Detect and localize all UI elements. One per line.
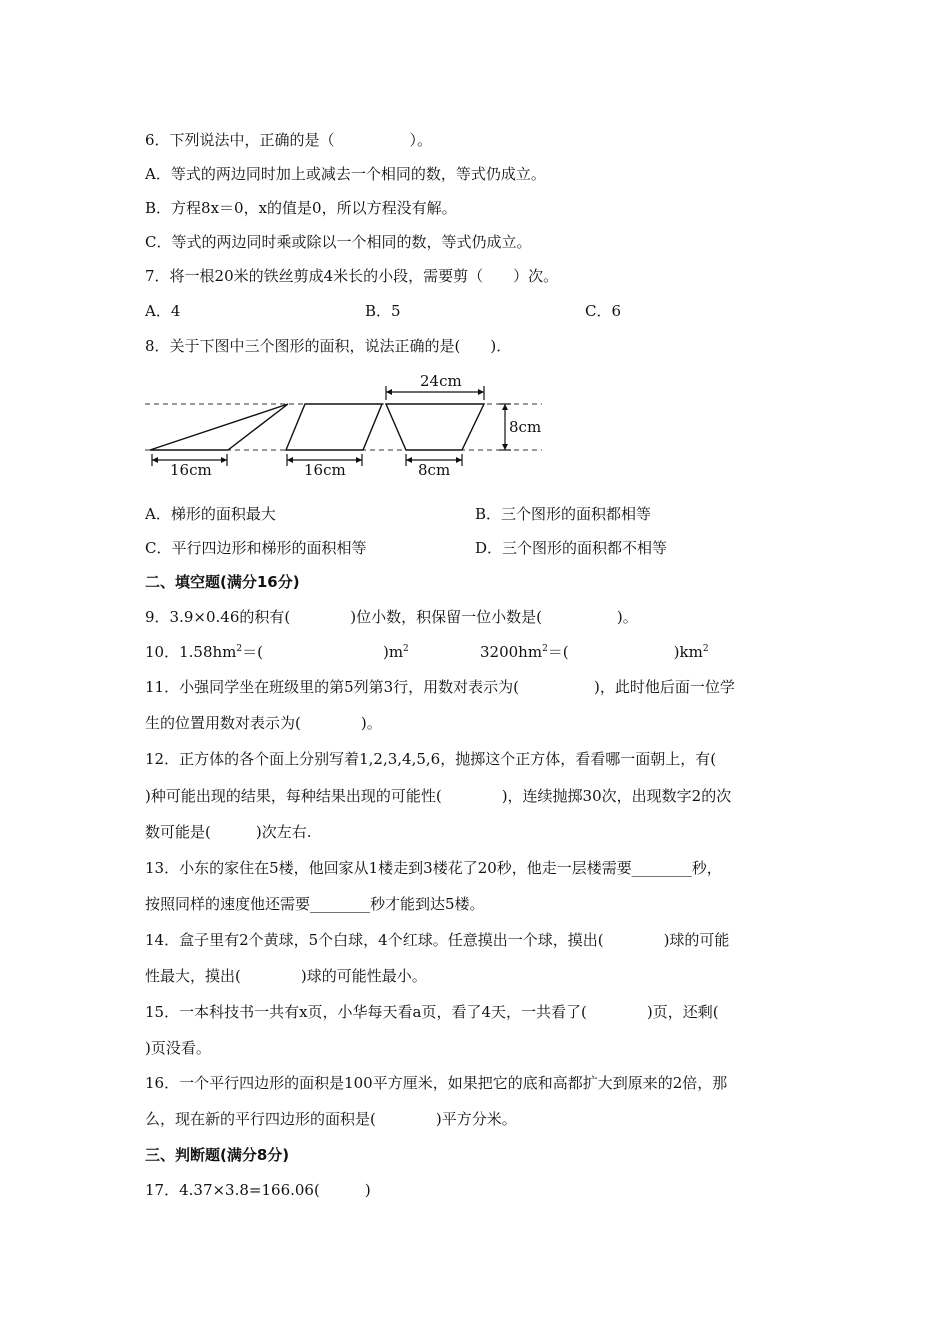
q7-option-a: A．4 [145,302,181,320]
q8-stem: 8．关于下图中三个图形的面积，说法正确的是( )． [145,337,512,355]
q14-line2: 性最大，摸出( )球的可能性最小。 [145,967,427,985]
section-2-heading: 二、填空题(满分16分) [145,573,300,591]
q16-line1: 16．一个平行四边形的面积是100平方厘米，如果把它的底和高都扩大到原来的2倍，那 [145,1074,728,1092]
q17: 17．4.37×3.8=166.06( ) [145,1181,371,1199]
q6-stem: 6．下列说法中，正确的是（ ）。 [145,131,433,149]
q8-option-d: D．三个图形的面积都不相等 [475,539,668,557]
q12-line2: )种可能出现的结果，每种结果出现的可能性( )，连续抛掷30次，出现数字2的次 [145,787,732,805]
section-3-heading: 三、判断题(满分8分) [145,1146,290,1164]
q16-line2: 么，现在新的平行四边形的面积是( )平方分米。 [145,1110,517,1128]
q6-option-c: C．等式的两边同时乘或除以一个相同的数，等式仍成立。 [145,233,532,251]
q8-option-a: A．梯形的面积最大 [145,505,276,523]
q6-option-b: B．方程8x＝0，x的值是0，所以方程没有解。 [145,199,457,217]
triangle-shape [150,404,288,450]
q7-stem: 7．将一根20米的铁丝剪成4米长的小段，需要剪（ ）次。 [145,267,559,285]
q7-option-c: C．6 [585,302,622,320]
trapezoid-top-label: 24cm [420,372,462,390]
q15-line1: 15．一本科技书一共有x页，小华每天看a页，看了4天，一共看了( )页，还剩( [145,1003,719,1021]
triangle-base-label: 16cm [170,461,212,479]
q9: 9．3.9×0.46的积有( )位小数，积保留一位小数是( )。 [145,608,638,626]
q7-option-b: B．5 [365,302,401,320]
q11-line1: 11．小强同学坐在班级里的第5列第3行，用数对表示为( )，此时他后面一位学 [145,678,735,696]
q14-line1: 14．盒子里有2个黄球，5个白球，4个红球。任意摸出一个球，摸出( )球的可能 [145,931,730,949]
q8-figure [140,370,560,485]
q12-line1: 12．正方体的各个面上分别写着1,2,3,4,5,6，抛掷这个正方体，看看哪一面朝上，有( [145,750,717,768]
q15-line2: )页没看。 [145,1039,211,1057]
q6-option-a: A．等式的两边同时加上或减去一个相同的数，等式仍成立。 [145,165,546,183]
q10-right: $3200hm^2=$( )$km^2$ [480,643,709,661]
trapezoid-shape [386,404,484,450]
q11-line2: 生的位置用数对表示为( )。 [145,714,382,732]
q8-option-b: B．三个图形的面积都相等 [475,505,652,523]
q8-option-c: C．平行四边形和梯形的面积相等 [145,539,367,557]
q13-line2: 按照同样的速度他还需要________秒才能到达5楼。 [145,895,485,913]
trapezoid-bottom-label: 8cm [418,461,451,479]
parallelogram-base-label: 16cm [304,461,346,479]
parallelogram-shape [286,404,382,450]
q13-line1: 13．小东的家住在5楼，他回家从1楼走到3楼花了20秒，他走一层楼需要________秒， [145,859,722,877]
q10-left: 10．$1.58hm^2=$( )$m^2$ [145,643,409,661]
height-label: 8cm [509,418,542,436]
q12-line3: 数可能是( )次左右. [145,823,312,841]
